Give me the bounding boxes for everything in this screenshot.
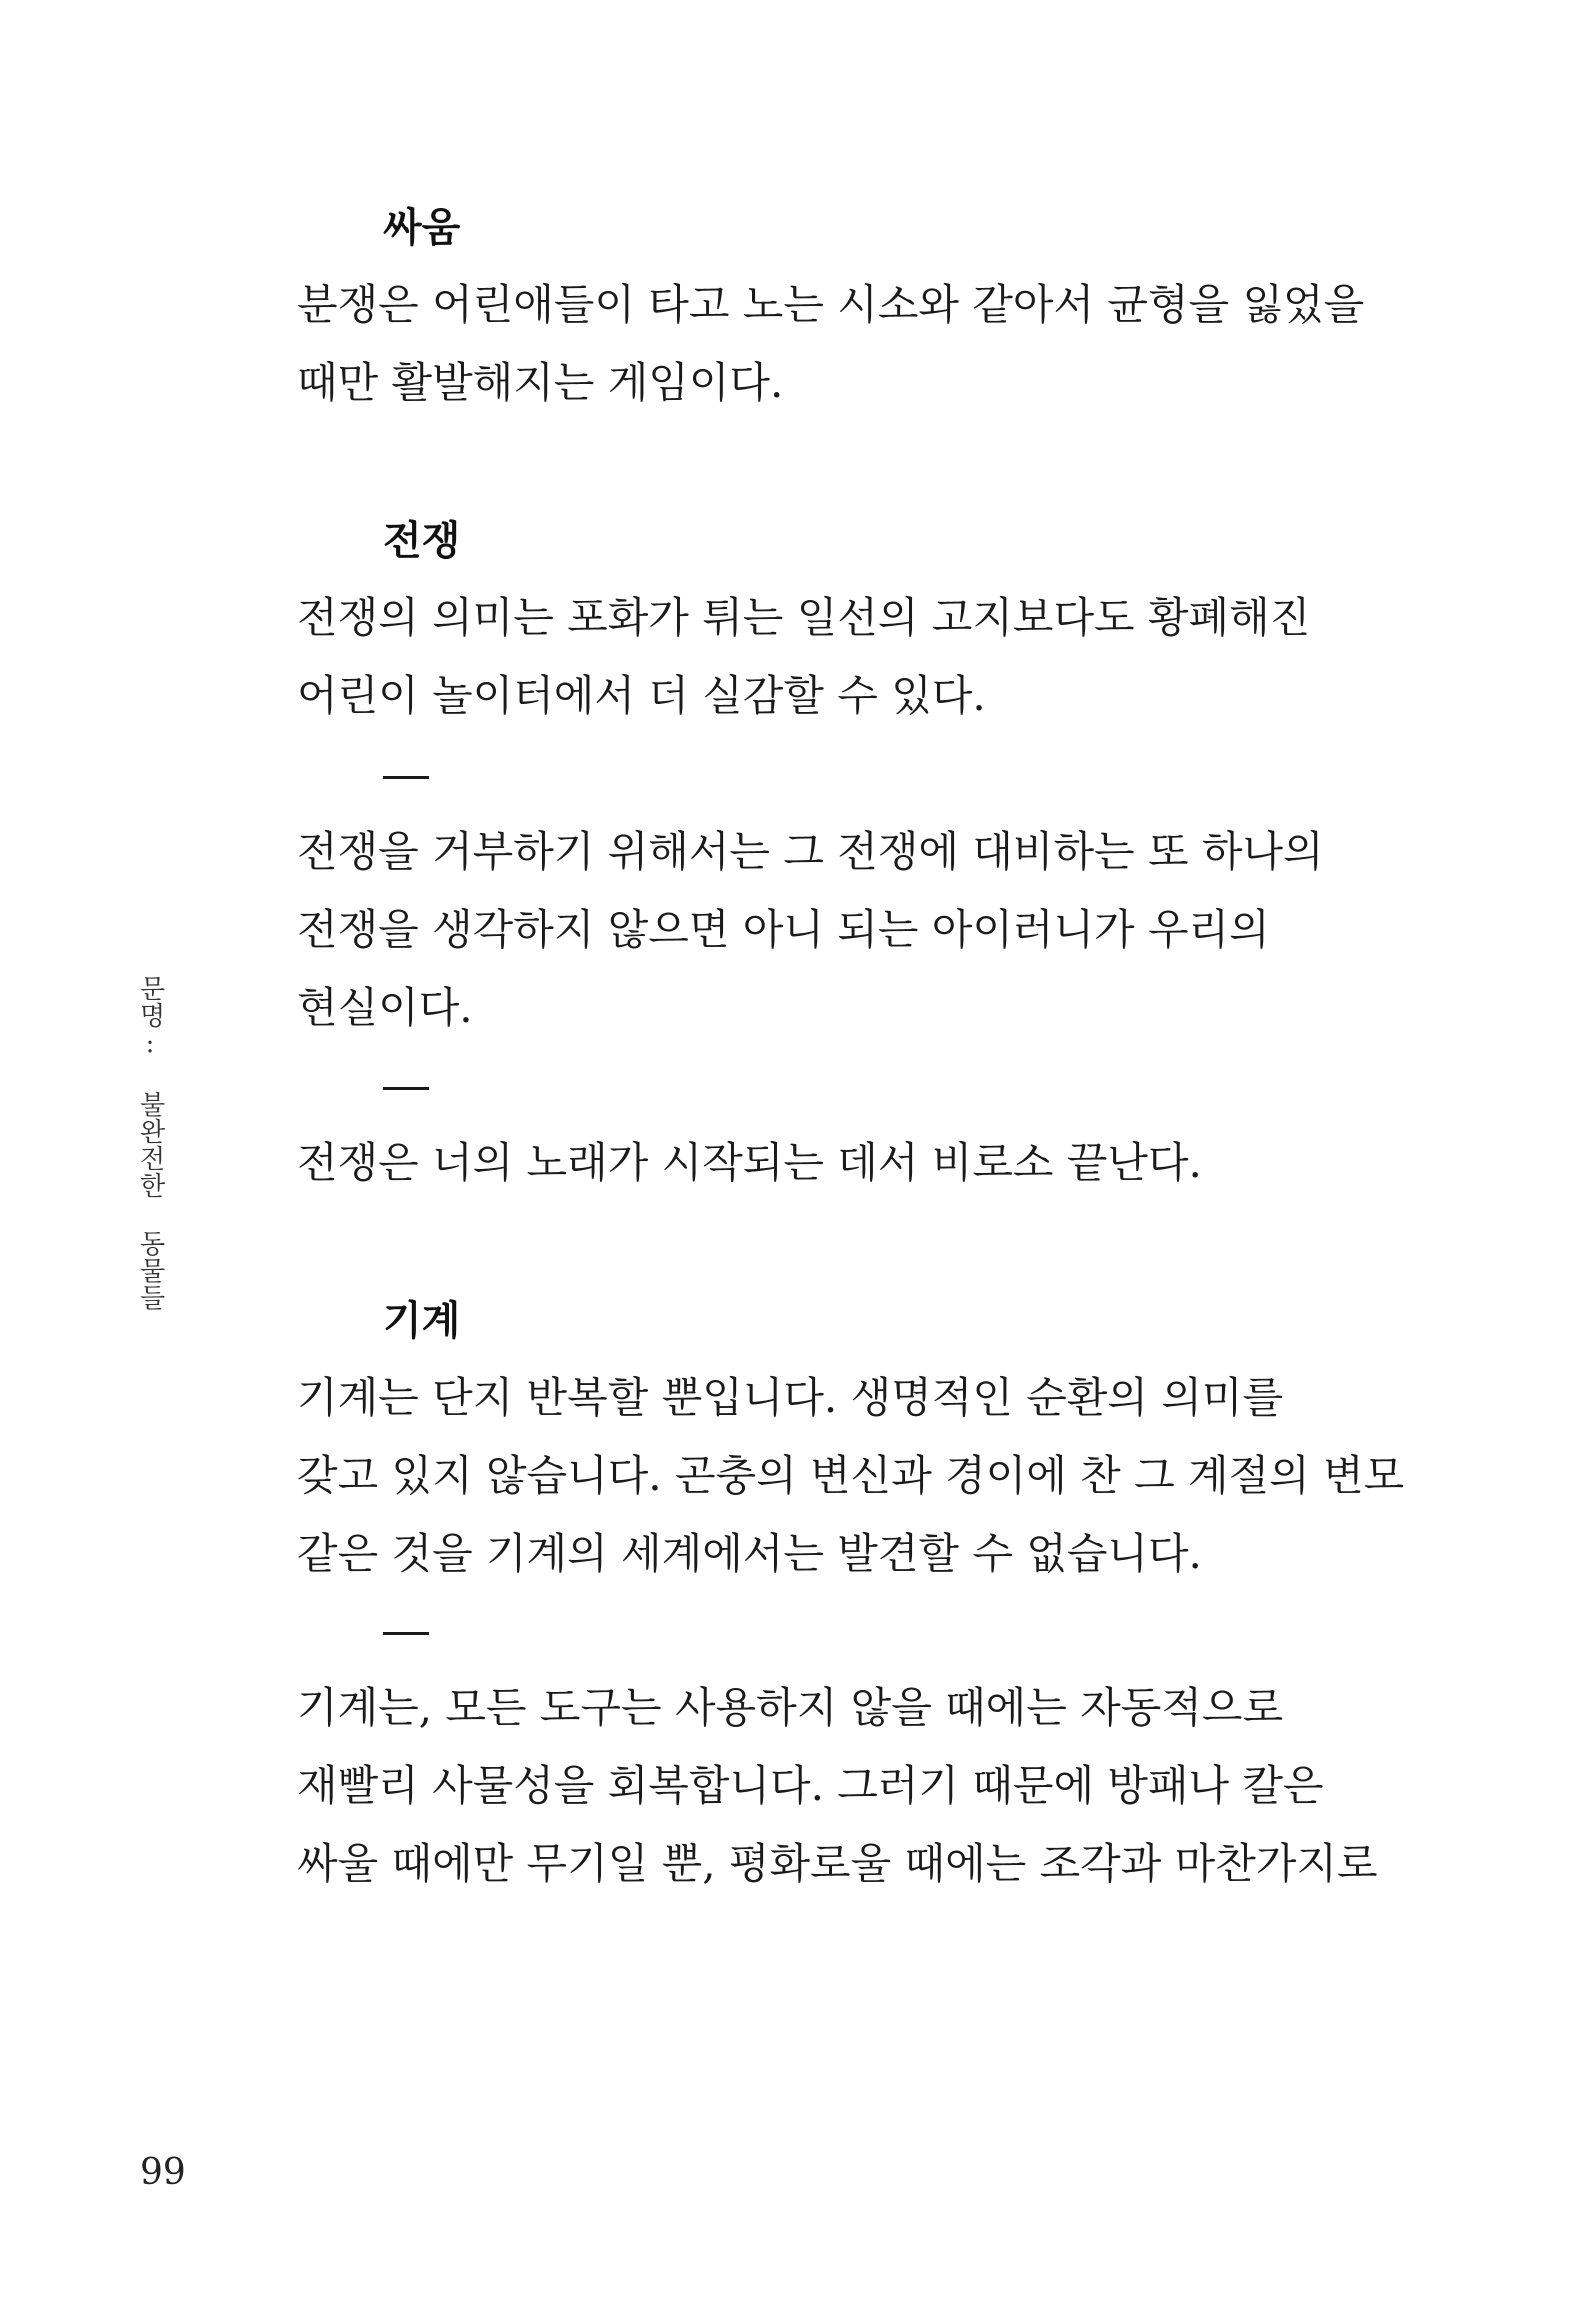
section-divider-dash: [383, 1632, 429, 1635]
text-line: 전쟁은 너의 노래가 시작되는 데서 비로소 끝난다.: [297, 1138, 1202, 1187]
text-line: 전쟁을 생각하지 않으면 아니 되는 아이러니가 우리의: [297, 905, 1270, 954]
paragraph: [297, 579, 1457, 735]
section-war-paragraph-2: [297, 813, 1457, 1047]
section-fight-paragraph: [297, 266, 1457, 422]
section-heading-fight: 싸움: [383, 204, 461, 251]
section-war-paragraph-3: [297, 1124, 1457, 1202]
paragraph: [297, 1669, 1457, 1903]
text-line: 재빨리 사물성을 회복합니다. 그러기 때문에 방패나 칼은: [297, 1761, 1324, 1810]
text-line: 전쟁의 의미는 포화가 튀는 일선의 고지보다도 황폐해진: [297, 593, 1311, 642]
text-line: 싸울 때에만 무기일 뿐, 평화로울 때에는 조각과 마찬가지로: [297, 1839, 1378, 1888]
paragraph: [297, 1359, 1457, 1593]
text-line: 같은 것을 기계의 세계에서는 발견할 수 없습니다.: [297, 1529, 1202, 1578]
paragraph: [297, 266, 1457, 422]
section-divider-dash: [383, 1087, 429, 1090]
text-line: 때만 활발해지는 게임이다.: [297, 358, 784, 407]
text-line: 갖고 있지 않습니다. 곤충의 변신과 경이에 찬 그 계절의 변모: [297, 1451, 1405, 1500]
running-header-vertical: 문명: 불완전한 동물들: [135, 975, 165, 1311]
text-line: 기계는 단지 반복할 뿐입니다. 생명적인 순환의 의미를: [297, 1373, 1284, 1422]
section-war-paragraph-1: [297, 579, 1457, 735]
section-machine-paragraph-1: [297, 1359, 1457, 1593]
section-divider-dash: [383, 776, 429, 779]
text-line: 현실이다.: [297, 983, 473, 1032]
text-line: 기계는, 모든 도구는 사용하지 않을 때에는 자동적으로: [297, 1683, 1284, 1732]
section-machine-paragraph-2: [297, 1669, 1457, 1903]
paragraph: [297, 1124, 1457, 1202]
paragraph: [297, 813, 1457, 1047]
page-number: 99: [140, 2152, 186, 2193]
text-line: 어린이 놀이터에서 더 실감할 수 있다.: [297, 671, 986, 720]
text-line: 전쟁을 거부하기 위해서는 그 전쟁에 대비하는 또 하나의: [297, 827, 1324, 876]
text-line: 분쟁은 어린애들이 타고 노는 시소와 같아서 균형을 잃었을: [297, 280, 1365, 329]
section-heading-war: 전쟁: [383, 517, 461, 564]
section-heading-machine: 기계: [383, 1297, 461, 1344]
